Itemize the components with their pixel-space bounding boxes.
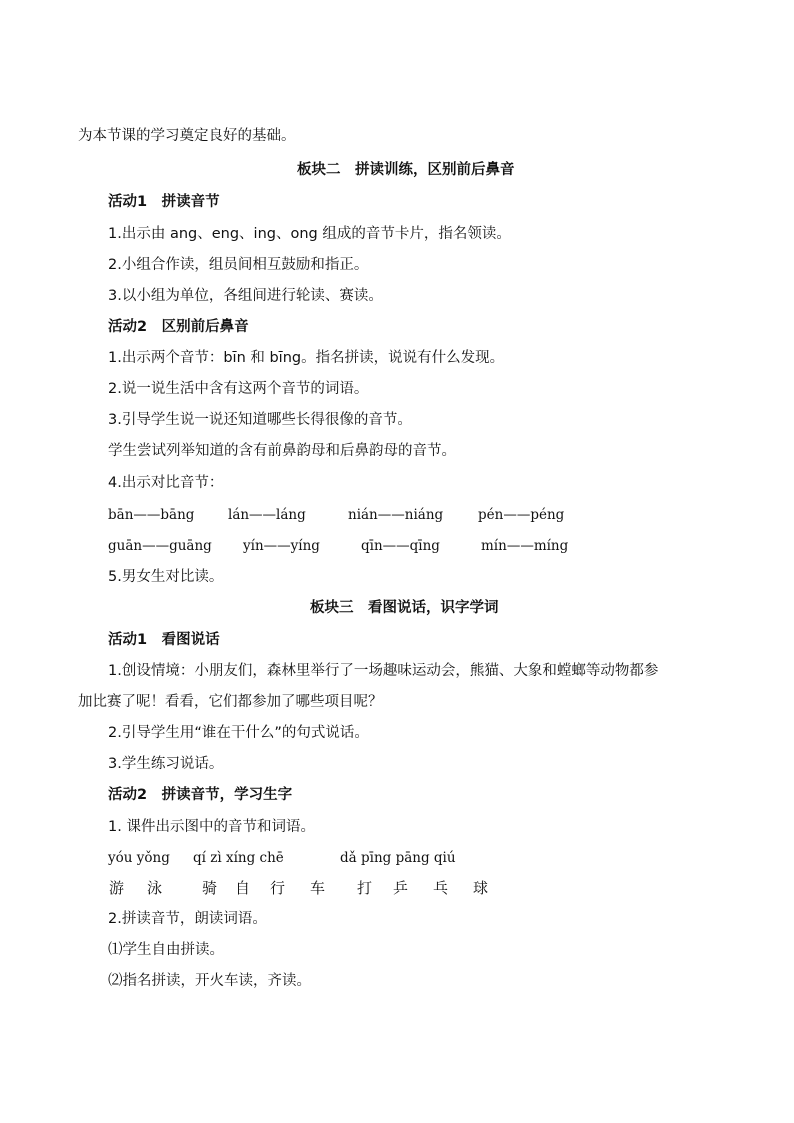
section-2-activity-2-note: 学生尝试列举知道的含有前鼻韵母和后鼻韵母的音节。 [108, 443, 456, 459]
syllable-pairs-row-2 [108, 536, 591, 556]
section-2-activity-2-item-4: 4.出示对比音节： [108, 475, 224, 491]
syllable-pair: yín——yíng [243, 538, 320, 554]
section-3-activity-1-title: 活动1 看图说话 [108, 632, 220, 648]
word-pinyin-row [108, 848, 490, 868]
section-3-activity-2-title: 活动2 拼读音节，学习生字 [108, 787, 293, 803]
syllable-pairs-row-1 [108, 505, 588, 525]
section-2-activity-1-item-3: 3.以小组为单位，各组间进行轮读、赛读。 [108, 288, 383, 304]
word-hanzi-row [109, 878, 503, 899]
section-3-activity-1-item-1-line-2: 加比赛了呢！看看，它们都参加了哪些项目呢？ [78, 694, 383, 710]
syllable-pair: qīn——qīng [361, 538, 440, 554]
syllable-pair: pén——péng [478, 507, 565, 523]
section-3-activity-1-item-3: 3.学生练习说话。 [108, 756, 224, 772]
hanzi-char: 打 [357, 879, 373, 897]
word-pinyin: dǎ pīng pāng qiú [340, 850, 456, 866]
intro-tail-text: 为本节课的学习奠定良好的基础。 [78, 128, 296, 144]
section-3-activity-2-item-2: 2.拼读音节，朗读词语。 [108, 911, 267, 927]
section-2-activity-1-item-1: 1.出示由 ang、eng、ing、ong 组成的音节卡片，指名领读。 [108, 226, 511, 242]
hanzi-char: 乓 [433, 879, 449, 897]
section-3-activity-2-item-1: 1. 课件出示图中的音节和词语。 [108, 819, 315, 835]
word-pinyin: yóu yǒng [108, 850, 170, 866]
syllable-pair: lán——láng [228, 507, 306, 523]
section-2-title: 板块二 拼读训练，区别前后鼻音 [297, 162, 515, 178]
section-2-activity-2-item-2: 2.说一说生活中含有这两个音节的词语。 [108, 381, 369, 397]
section-2-activity-2-item-5: 5.男女生对比读。 [108, 569, 224, 585]
hanzi-char: 游 [109, 879, 125, 897]
section-2-activity-1-title: 活动1 拼读音节 [108, 194, 220, 210]
hanzi-char: 泳 [147, 879, 163, 897]
hanzi-char: 球 [473, 879, 489, 897]
hanzi-char: 行 [270, 879, 286, 897]
hanzi-char: 自 [235, 879, 251, 897]
word-pinyin: qí zì xíng chē [193, 850, 284, 866]
syllable-pair: nián——niáng [348, 507, 444, 523]
hanzi-char: 乒 [393, 879, 409, 897]
section-3-title: 板块三 看图说话，识字学词 [310, 600, 499, 616]
hanzi-char: 骑 [202, 879, 218, 897]
syllable-pair: guān——guāng [108, 538, 212, 554]
section-3-activity-1-item-1-line-1: 1.创设情境：小朋友们，森林里举行了一场趣味运动会，熊猫、大象和螳螂等动物都参 [108, 663, 659, 679]
section-2-activity-2-title: 活动2 区别前后鼻音 [108, 319, 249, 335]
section-2-activity-1-item-2: 2.小组合作读，组员间相互鼓励和指正。 [108, 257, 369, 273]
section-3-activity-2-sub-2: ⑵指名拼读，开火车读，齐读。 [108, 973, 311, 989]
section-3-activity-2-sub-1: ⑴学生自由拼读。 [108, 942, 224, 958]
section-2-activity-2-item-1: 1.出示两个音节：bīn 和 bīng。指名拼读，说说有什么发现。 [108, 350, 505, 366]
syllable-pair: bān——bāng [108, 507, 195, 523]
section-3-activity-1-item-2: 2.引导学生用“谁在干什么”的句式说话。 [108, 725, 369, 741]
hanzi-char: 车 [310, 879, 326, 897]
section-2-activity-2-item-3: 3.引导学生说一说还知道哪些长得很像的音节。 [108, 412, 412, 428]
syllable-pair: mín——míng [481, 538, 569, 554]
